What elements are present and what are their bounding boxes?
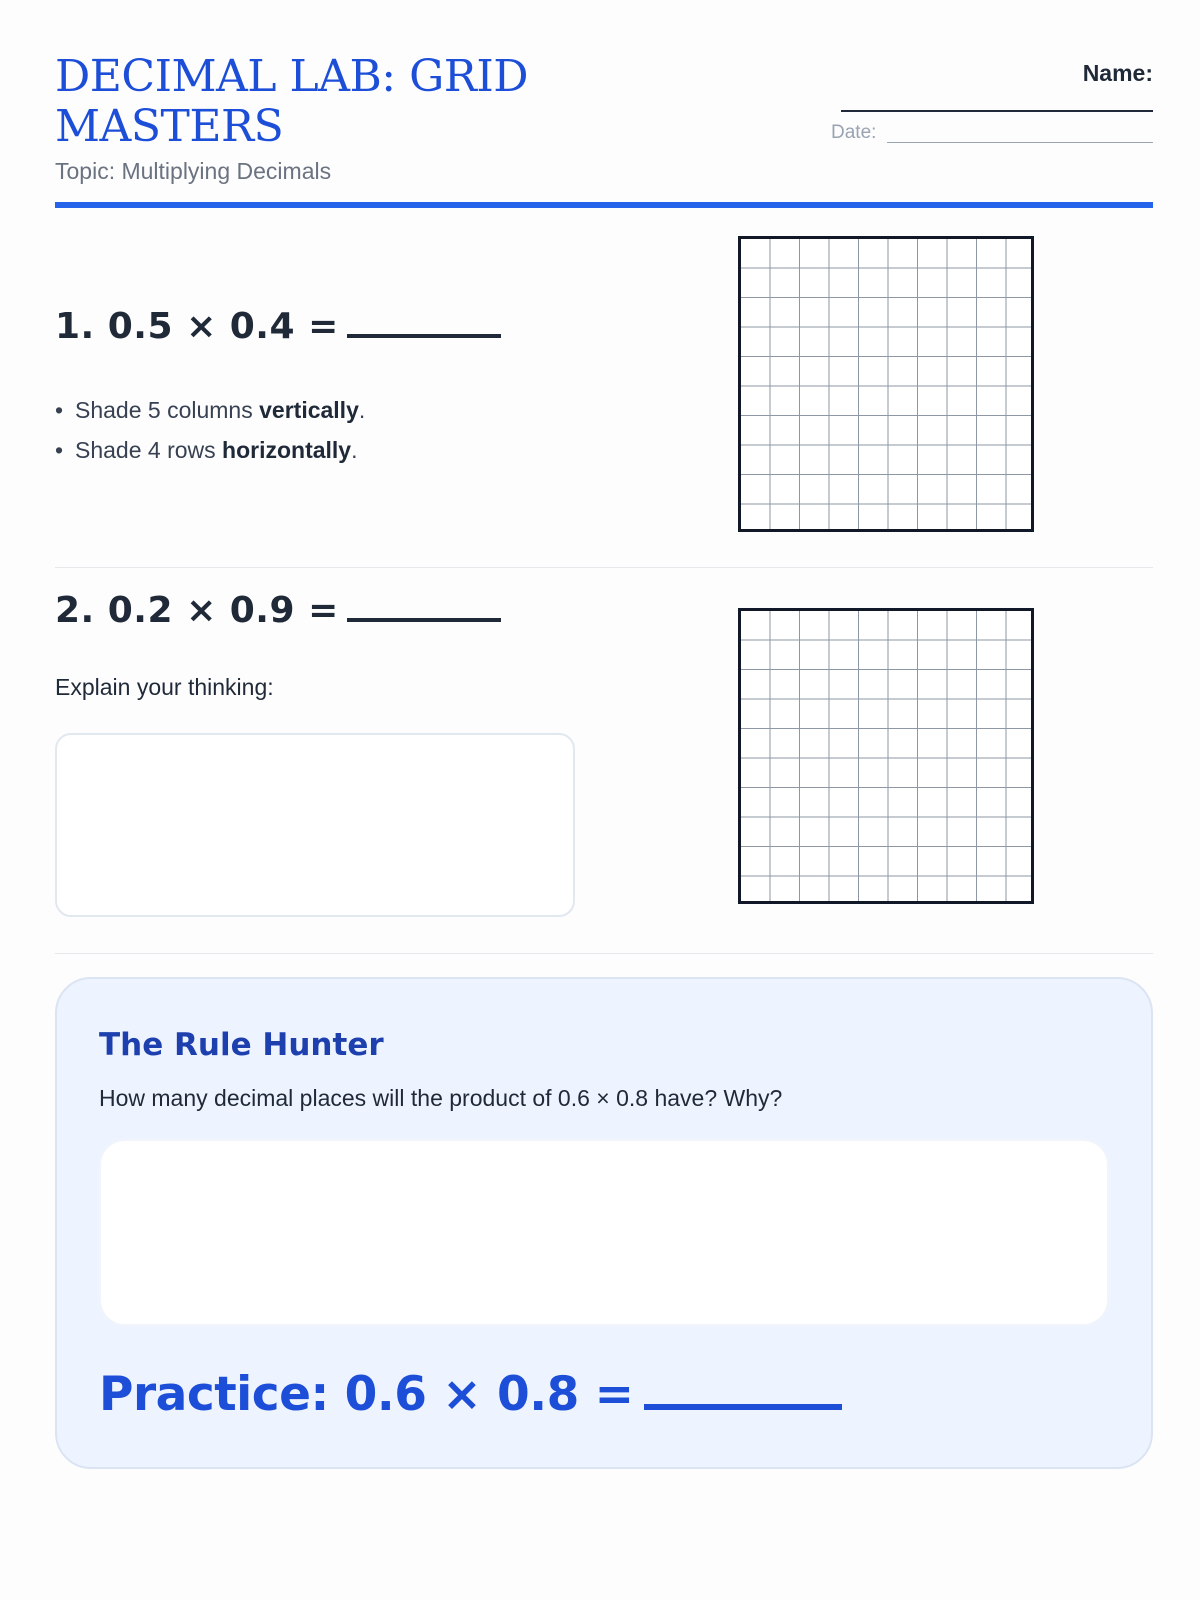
problem-2-hundred-grid[interactable] — [738, 608, 1034, 904]
date-field[interactable] — [887, 142, 1153, 143]
page-title: DECIMAL LAB: GRID MASTERS — [55, 51, 529, 152]
rule-hunter-question: How many decimal places will the product of 0.6 × 0.8 have? Why? — [99, 1085, 783, 1111]
name-field[interactable] — [841, 110, 1153, 112]
instruction-item: • Shade 5 columns vertically. — [55, 397, 366, 423]
rule-hunter-card — [55, 977, 1153, 1469]
section-divider — [55, 953, 1153, 954]
explain-label: Explain your thinking: — [55, 674, 274, 700]
problem-2-title — [55, 590, 501, 631]
problem-1-instructions — [55, 390, 365, 470]
date-label: Date: — [831, 122, 877, 143]
problem-1-hundred-grid[interactable] — [738, 236, 1034, 532]
problem-2-label: 2. 0.2 × 0.9 = — [55, 590, 339, 631]
problem-1-answer-blank[interactable] — [347, 334, 501, 338]
problem-1-label: 1. 0.5 × 0.4 = — [55, 306, 339, 347]
section-divider — [55, 567, 1153, 568]
name-label: Name: — [1082, 60, 1153, 86]
worksheet-page — [55, 0, 1153, 1600]
header-divider — [55, 202, 1153, 208]
rule-hunter-answer-box[interactable] — [99, 1139, 1109, 1326]
practice-answer-blank[interactable] — [644, 1404, 842, 1410]
practice-problem — [99, 1367, 842, 1422]
date-row — [831, 122, 1153, 148]
instruction-item: • Shade 4 rows horizontally. — [55, 437, 358, 463]
problem-1-title — [55, 306, 501, 347]
practice-label: Practice: 0.6 × 0.8 = — [99, 1367, 634, 1422]
explain-answer-box[interactable] — [55, 733, 575, 917]
problem-2-answer-blank[interactable] — [347, 618, 501, 622]
rule-hunter-title: The Rule Hunter — [99, 1027, 384, 1063]
page-subtitle: Topic: Multiplying Decimals — [55, 158, 332, 184]
worksheet-header — [55, 52, 1153, 202]
